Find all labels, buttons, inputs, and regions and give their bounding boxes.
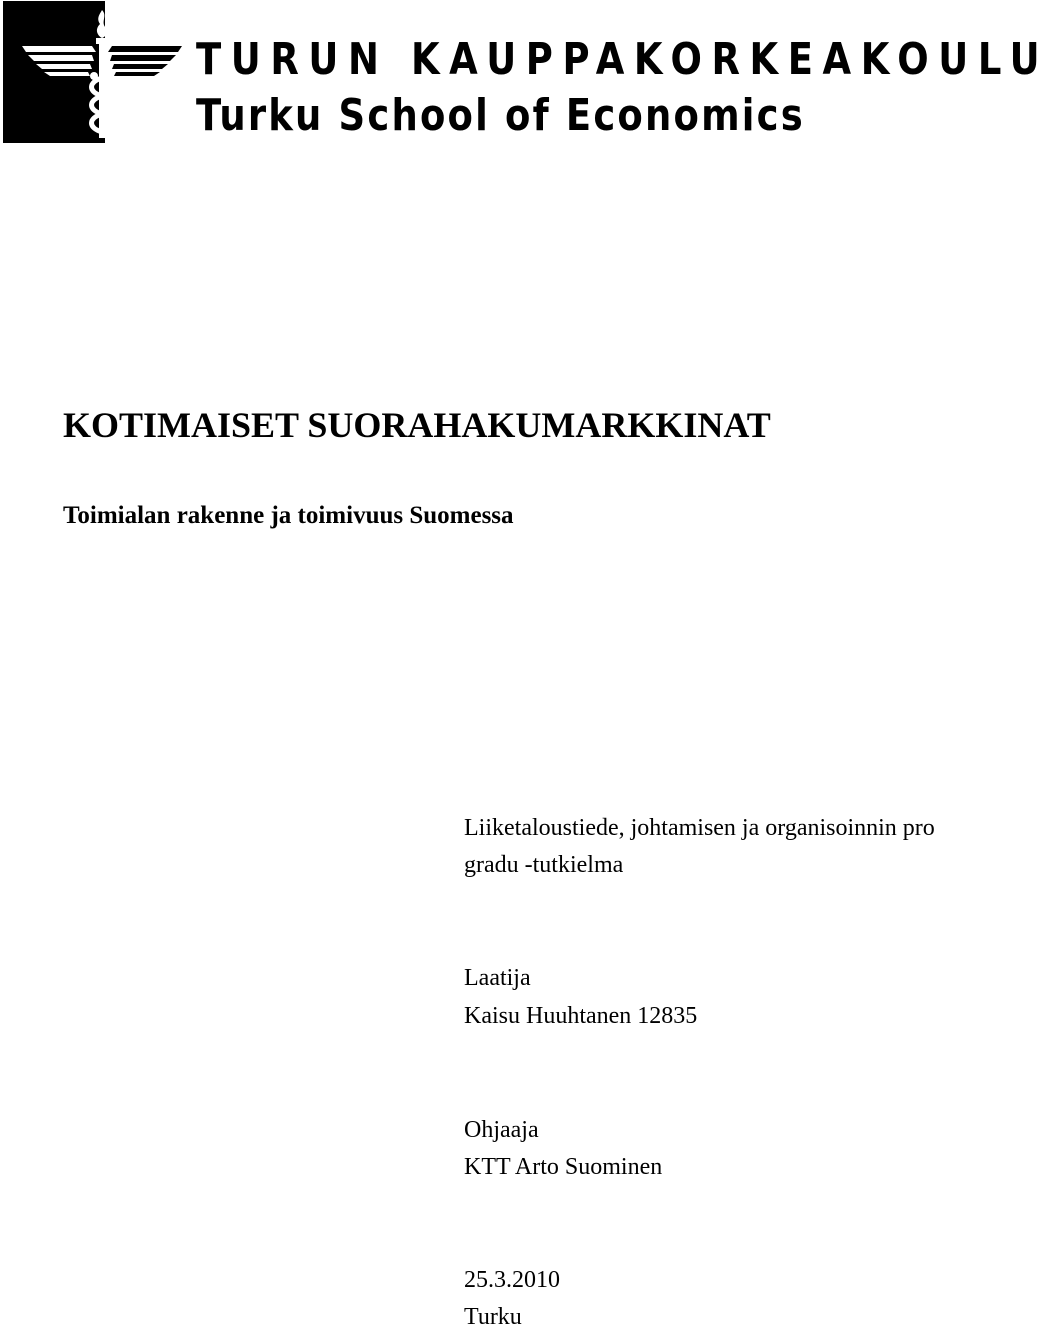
institution-name-english: Turku School of Economics — [196, 90, 805, 141]
institution-name-finnish: TURUN KAUPPAKORKEAKOULU — [196, 34, 1049, 85]
thesis-type-line-1: Liiketaloustiede, johtamisen ja organisoinnin pro — [464, 815, 935, 841]
author-label: Laatija — [464, 965, 531, 991]
thesis-type-line-2: gradu -tutkielma — [464, 852, 624, 878]
document-place: Turku — [464, 1304, 522, 1330]
caduceus-emblem-icon — [22, 8, 188, 140]
document-title: KOTIMAISET SUORAHAKUMARKKINAT — [63, 405, 771, 445]
author-name: Kaisu Huuhtanen 12835 — [464, 1003, 698, 1029]
supervisor-name: KTT Arto Suominen — [464, 1154, 663, 1180]
document-date: 25.3.2010 — [464, 1267, 560, 1293]
document-subtitle: Toimialan rakenne ja toimivuus Suomessa — [63, 502, 514, 529]
supervisor-label: Ohjaaja — [464, 1117, 539, 1143]
